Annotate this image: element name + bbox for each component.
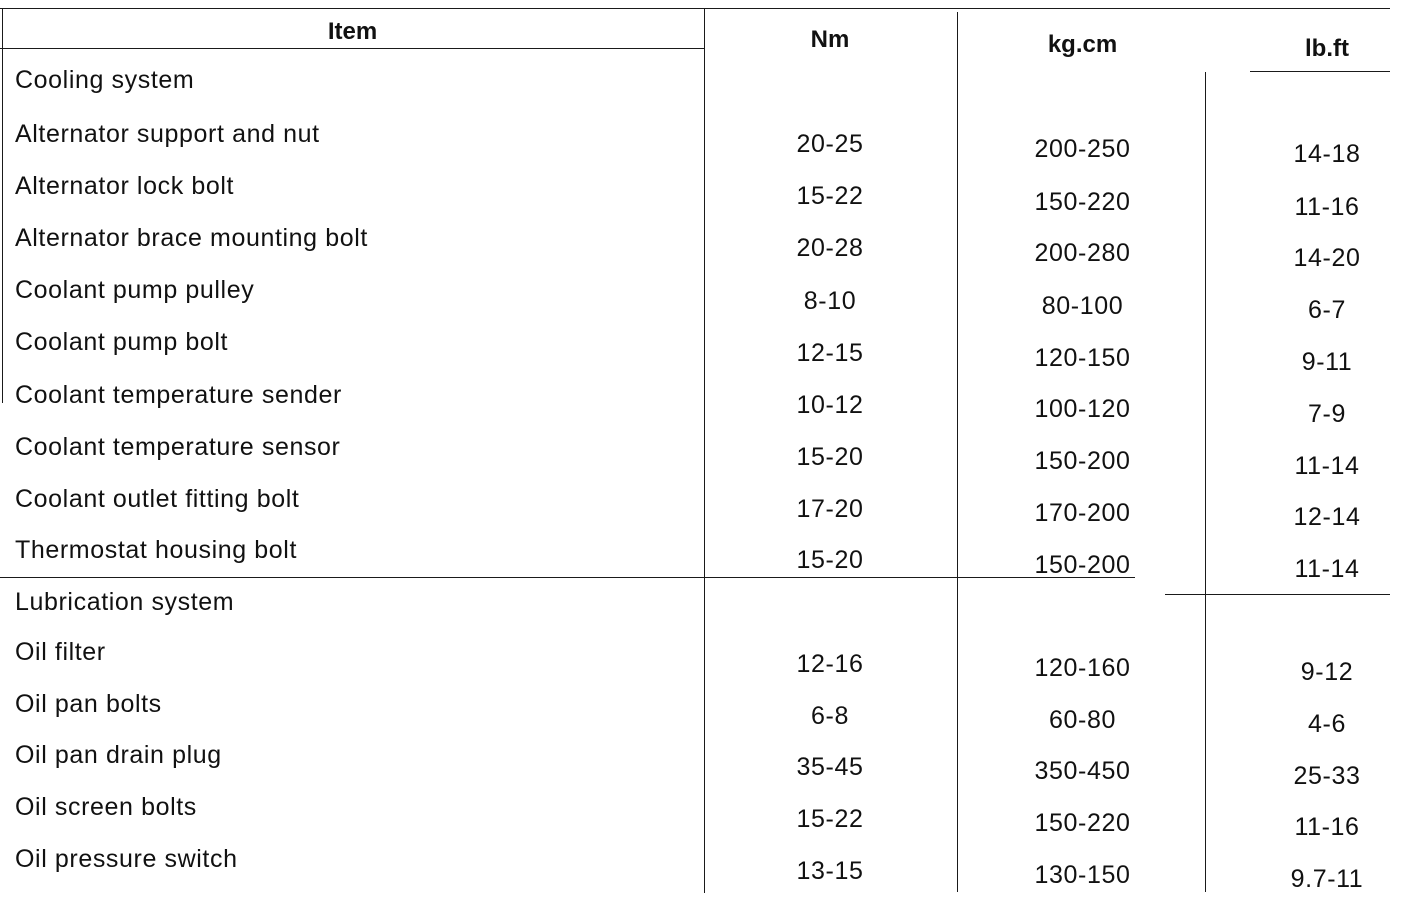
- row-nm: 12-16: [796, 650, 864, 678]
- header-lbft: lb.ft: [1305, 35, 1349, 62]
- row-lbft: 11-16: [1294, 813, 1360, 841]
- row-kgcm: 170-200: [1034, 499, 1131, 527]
- row-nm: 15-20: [796, 546, 864, 574]
- row-kgcm: 60-80: [1049, 706, 1116, 734]
- row-kgcm: 150-220: [1034, 188, 1131, 216]
- section-title-lubrication: Lubrication system: [15, 588, 235, 616]
- row-kgcm: 100-120: [1034, 395, 1131, 423]
- row-nm: 17-20: [796, 495, 864, 523]
- row-lbft: 11-16: [1294, 193, 1360, 221]
- row-kgcm: 120-150: [1034, 344, 1131, 372]
- row-item: Oil screen bolts: [15, 793, 197, 821]
- row-kgcm: 150-200: [1034, 447, 1131, 475]
- row-item: Oil pan drain plug: [15, 741, 222, 769]
- section-divider-rule-right: [1165, 594, 1390, 595]
- header-bottom-rule-right: [1250, 71, 1390, 72]
- row-item: Oil pan bolts: [15, 690, 162, 718]
- row-nm: 15-22: [796, 182, 864, 210]
- row-lbft: 9-12: [1300, 658, 1354, 686]
- row-nm: 13-15: [796, 857, 864, 885]
- row-lbft: 25-33: [1293, 762, 1361, 790]
- row-lbft: 12-14: [1293, 503, 1361, 531]
- row-nm: 12-15: [796, 339, 864, 367]
- row-item: Coolant temperature sensor: [15, 433, 341, 461]
- row-nm: 15-20: [796, 443, 864, 471]
- row-kgcm: 130-150: [1034, 861, 1131, 889]
- header-nm: Nm: [810, 26, 850, 53]
- section-title-cooling: Cooling system: [15, 66, 195, 94]
- header-kgcm: kg.cm: [1047, 31, 1118, 58]
- row-nm: 6-8: [811, 702, 849, 730]
- row-lbft: 4-6: [1308, 710, 1346, 738]
- row-kgcm: 150-200: [1034, 551, 1131, 579]
- row-nm: 10-12: [796, 391, 864, 419]
- row-nm: 20-25: [796, 130, 864, 158]
- row-kgcm: 150-220: [1034, 809, 1131, 837]
- row-kgcm: 200-280: [1034, 239, 1131, 267]
- row-item: Coolant temperature sender: [15, 381, 342, 409]
- row-item: Alternator support and nut: [15, 120, 320, 148]
- row-kgcm: 120-160: [1034, 654, 1131, 682]
- header-item: Item: [327, 18, 378, 45]
- row-lbft: 14-20: [1293, 244, 1361, 272]
- row-nm: 15-22: [796, 805, 864, 833]
- column-divider-nm-kgcm: [957, 12, 958, 892]
- row-lbft: 14-18: [1293, 140, 1361, 168]
- row-item: Alternator brace mounting bolt: [15, 224, 368, 252]
- row-kgcm: 350-450: [1034, 757, 1131, 785]
- section-divider-rule: [0, 577, 1135, 578]
- row-kgcm: 200-250: [1034, 135, 1131, 163]
- table-top-rule: [0, 8, 1390, 9]
- row-item: Thermostat housing bolt: [15, 536, 298, 564]
- header-bottom-rule: [0, 48, 705, 49]
- row-kgcm: 80-100: [1041, 292, 1124, 320]
- row-lbft: 9.7-11: [1290, 865, 1364, 893]
- row-lbft: 11-14: [1294, 555, 1360, 583]
- table-left-rule: [2, 8, 3, 403]
- column-divider-item-nm: [704, 8, 705, 893]
- row-item: Coolant pump bolt: [15, 328, 229, 356]
- row-item: Coolant pump pulley: [15, 276, 255, 304]
- row-lbft: 6-7: [1308, 296, 1346, 324]
- row-item: Oil pressure switch: [15, 845, 238, 873]
- row-lbft: 9-11: [1301, 348, 1353, 376]
- row-item: Coolant outlet fitting bolt: [15, 485, 300, 513]
- row-nm: 8-10: [803, 287, 857, 315]
- row-nm: 35-45: [796, 753, 864, 781]
- row-lbft: 7-9: [1308, 400, 1346, 428]
- row-nm: 20-28: [796, 234, 864, 262]
- column-divider-kgcm-lbft: [1205, 72, 1206, 892]
- row-item: Alternator lock bolt: [15, 172, 235, 200]
- row-lbft: 11-14: [1294, 452, 1360, 480]
- row-item: Oil filter: [15, 638, 106, 666]
